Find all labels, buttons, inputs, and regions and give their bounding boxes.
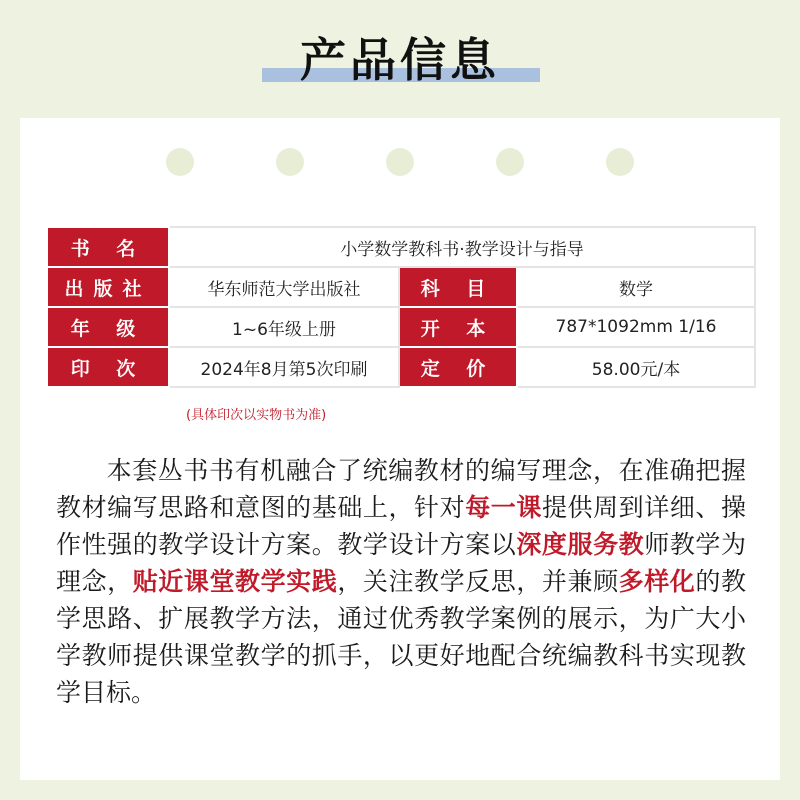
decorative-dot <box>496 148 524 176</box>
description-highlight: 贴近课堂教学实践 <box>132 567 338 596</box>
product-info-table <box>46 226 756 388</box>
publisher-label: 出版社 <box>47 267 169 307</box>
print-label: 印 次 <box>47 347 169 387</box>
header <box>0 0 800 100</box>
description-text: 提供周到详细、操作性强的教学设计方案。教学设计方案以 <box>56 493 746 559</box>
price-value: 58.00元/本 <box>517 347 755 387</box>
description-highlight: 深度服务教 <box>516 530 645 559</box>
print-note: (具体印次以实物书为准) <box>186 408 327 423</box>
table-row <box>47 267 755 307</box>
decorative-dot <box>386 148 414 176</box>
format-label: 开 本 <box>399 307 517 347</box>
grade-label: 年 级 <box>47 307 169 347</box>
decorative-dot <box>276 148 304 176</box>
table-row <box>47 347 755 387</box>
description-text: ，关注教学反思，并兼顾 <box>337 567 619 596</box>
publisher-value: 华东师范大学出版社 <box>169 267 399 307</box>
book-name-value: 小学数学教科书·教学设计与指导 <box>169 227 755 267</box>
subject-label: 科 目 <box>399 267 517 307</box>
format-value: 787*1092mm 1/16 <box>517 307 755 347</box>
description-text: 本套丛书书有机融合了统编教材的编写理念，在准确把握教材编写思路和意图的基础上，针对 <box>56 456 746 522</box>
product-description <box>56 452 746 711</box>
description-text: 的教学思路、扩展教学方法，通过优秀教学案例的展示，为广大小学教师提供课堂教学的抓手，以更好地配合统编教科书实现教学目标。 <box>56 567 746 707</box>
book-name-label: 书 名 <box>47 227 169 267</box>
description-text: 师教学为理念， <box>56 530 746 596</box>
decorative-dot <box>166 148 194 176</box>
table-row <box>47 227 755 267</box>
subject-value: 数学 <box>517 267 755 307</box>
print-value: 2024年8月第5次印刷 <box>169 347 399 387</box>
description-highlight: 每一课 <box>465 493 542 522</box>
price-label: 定 价 <box>399 347 517 387</box>
page-title: 产品信息 <box>300 33 500 87</box>
decorative-dot <box>606 148 634 176</box>
table-row <box>47 307 755 347</box>
description-highlight: 多样化 <box>618 567 696 596</box>
grade-value: 1~6年级上册 <box>169 307 399 347</box>
